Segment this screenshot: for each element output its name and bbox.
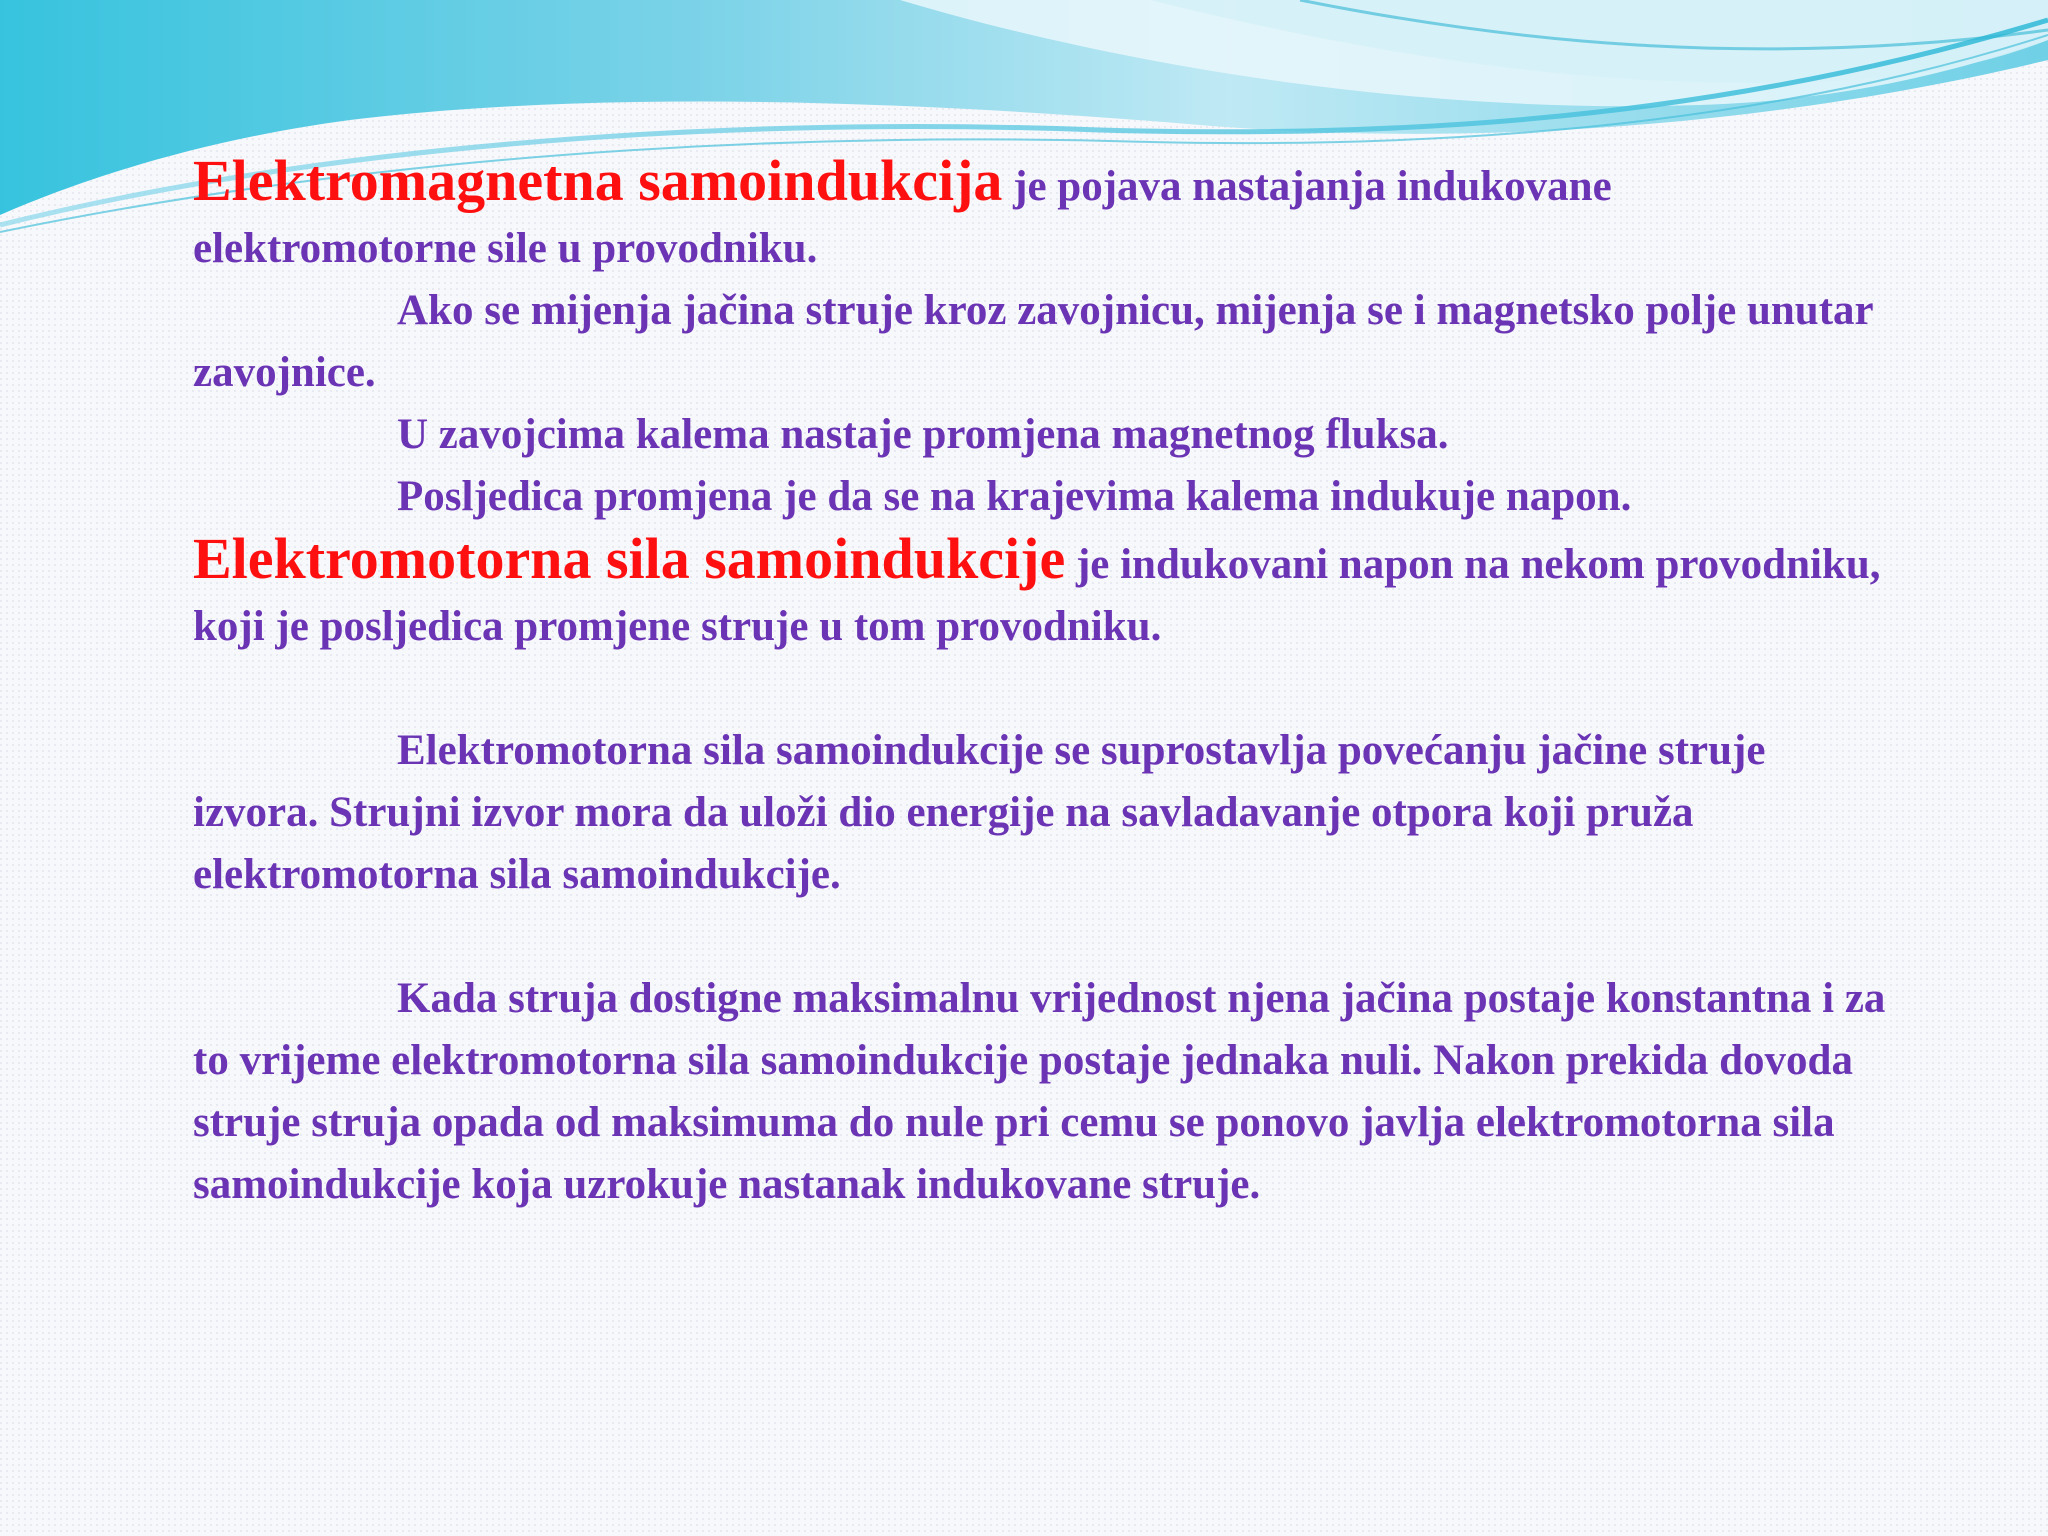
paragraph-4-text: Posljedica promjena je da se na krajevima kalema indukuje napon. [397, 473, 1632, 520]
definition-text-2: je indukovani napon na nekom provodniku, koji je posljedica promjene struje u tom provodniku. [193, 541, 1881, 650]
paragraph-6-text: Elektromotorna sila samoindukcije se suprostavlja povećanju jačine struje izvora. Strujni izvor mora da uloži dio energije na savladavanje otpora koji pruža elektromotorna sila samoindukcije. [193, 727, 1766, 898]
term-elektromotorna-sila-samoindukcije: Elektromotorna sila samoindukcije [193, 526, 1066, 591]
paragraph-2-text: Ako se mijenja jačina struje kroz zavojnicu, mijenja se i magnetsko polje unutar zavojnice. [193, 287, 1873, 396]
slide-body [193, 150, 1893, 1216]
paragraph-2 [193, 280, 1893, 404]
term-elektromagnetna-samoindukcija: Elektromagnetna samoindukcija [193, 148, 1003, 213]
paragraph-3-text: U zavojcima kalema nastaje promjena magnetnog fluksa. [397, 411, 1449, 458]
paragraph-definition-1 [193, 150, 1893, 280]
paragraph-4 [193, 466, 1893, 528]
paragraph-definition-2 [193, 528, 1893, 658]
paragraph-3 [193, 404, 1893, 466]
paragraph-7 [193, 968, 1893, 1216]
definition-text-1: je pojava nastajanja indukovane elektromotorne sile u provodniku. [193, 163, 1612, 272]
paragraph-6 [193, 720, 1893, 906]
paragraph-7-text: Kada struja dostigne maksimalnu vrijednost njena jačina postaje konstantna i za to vrijeme elektromotorna sila samoindukcije postaje jednaka nuli. Nakon prekida dovoda struje struja opada od maksimuma do nule pri cemu se ponovo javlja elektromotorna sila samoindukcije koja uzrokuje nastanak indukovane struje. [193, 975, 1886, 1208]
